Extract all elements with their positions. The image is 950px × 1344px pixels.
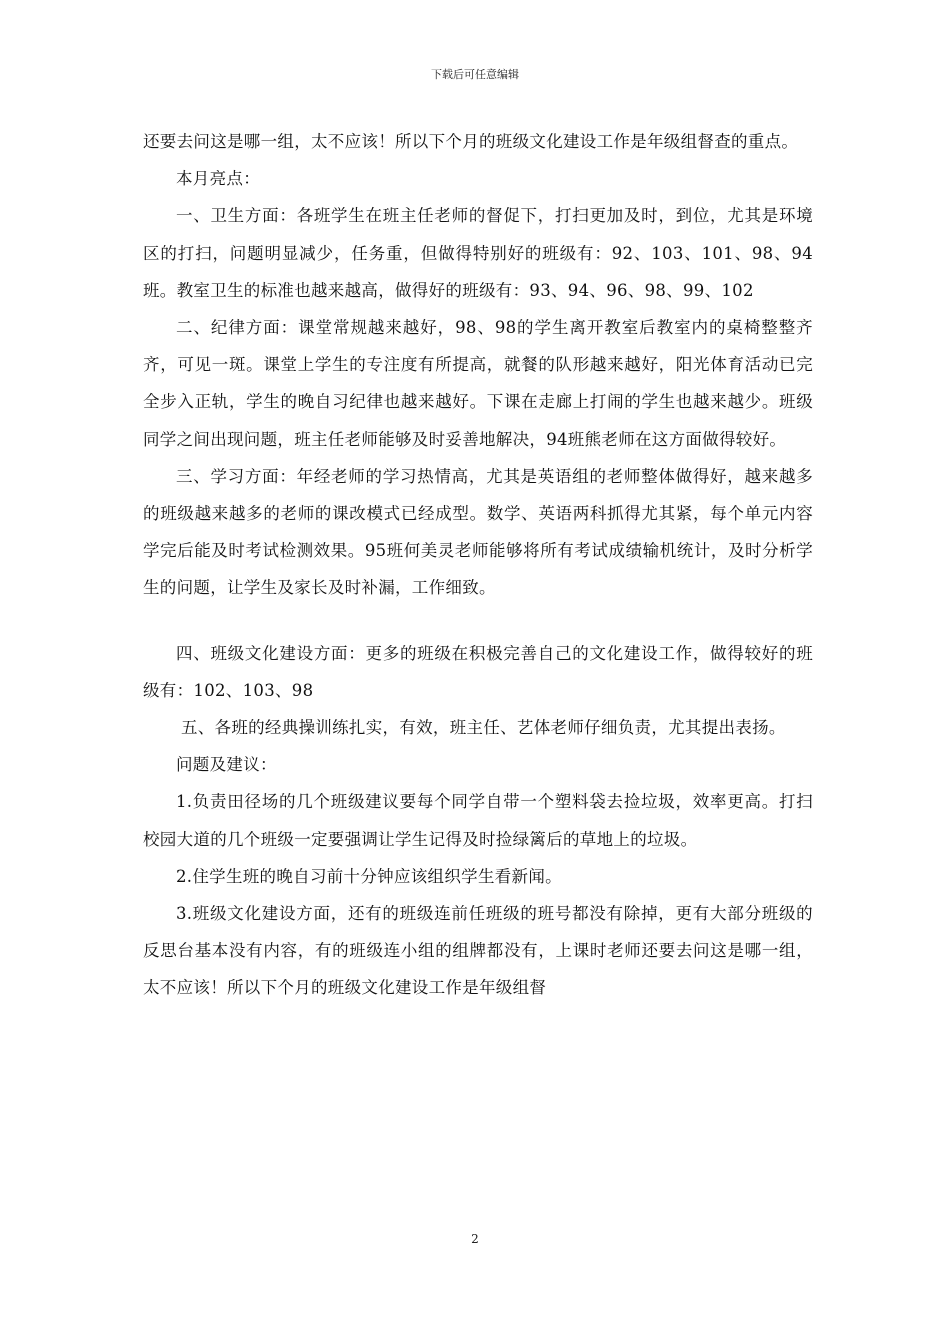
suggestion-item-3: 3.班级文化建设方面，还有的班级连前任班级的班号都没有除掉，更有大部分班级的反思台基本没有内容，有的班级连小组的组牌都没有，上课时老师还要去问这是哪一组，太不应该！所以下个月的班级文化建设工作是年级组督	[143, 904, 813, 998]
blank-line	[143, 607, 813, 635]
paragraph-exercises: 五、各班的经典操训练扎实，有效，班主任、艺体老师仔细负责，尤其提出表扬。	[180, 718, 786, 738]
page-number: 2	[471, 1232, 479, 1246]
paragraph-class-culture: 四、班级文化建设方面：更多的班级在积极完善自己的文化建设工作，做得较好的班级有：102、103、98	[143, 643, 813, 700]
page-header: 下载后可任意编辑	[431, 68, 519, 81]
paragraph-continuation: 还要去问这是哪一组，太不应该！所以下个月的班级文化建设工作是年级组督查的重点。	[143, 132, 799, 151]
document-body	[143, 123, 813, 1007]
section-heading-problems: 问题及建议：	[176, 755, 277, 775]
paragraph-study: 三、学习方面：年经老师的学习热情高，尤其是英语组的老师整体做得好，越来越多的班级越来越多的老师的课改模式已经成型。数学、英语两科抓得尤其紧，每个单元内容学完后能及时考试检测效果。95班何美灵老师能够将所有考试成绩输机统计，及时分析学生的问题，让学生及家长及时补漏，工作细致。	[143, 466, 813, 598]
suggestion-item-1: 1.负责田径场的几个班级建议要每个同学自带一个塑料袋去捡垃圾，效率更高。打扫校园大道的几个班级一定要强调让学生记得及时捡绿篱后的草地上的垃圾。	[143, 792, 813, 849]
paragraph-hygiene: 一、卫生方面：各班学生在班主任老师的督促下，打扫更加及时，到位，尤其是环境区的打扫，问题明显减少，任务重，但做得特别好的班级有：92、103、101、98、94班。教室卫生的标准也越来越高，做得好的班级有：93、94、96、98、99、102	[143, 206, 813, 300]
paragraph-discipline: 二、纪律方面：课堂常规越来越好，98、98的学生离开教室后教室内的桌椅整整齐齐，可见一斑。课堂上学生的专注度有所提高，就餐的队形越来越好，阳光体育活动已完全步入正轨，学生的晚自习纪律也越来越好。下课在走廊上打闹的学生也越来越少。班级同学之间出现问题，班主任老师能够及时妥善地解决，94班熊老师在这方面做得较好。	[143, 318, 813, 449]
section-heading-highlights: 本月亮点：	[176, 169, 260, 189]
suggestion-item-2: 2.住学生班的晚自习前十分钟应该组织学生看新闻。	[176, 866, 562, 886]
